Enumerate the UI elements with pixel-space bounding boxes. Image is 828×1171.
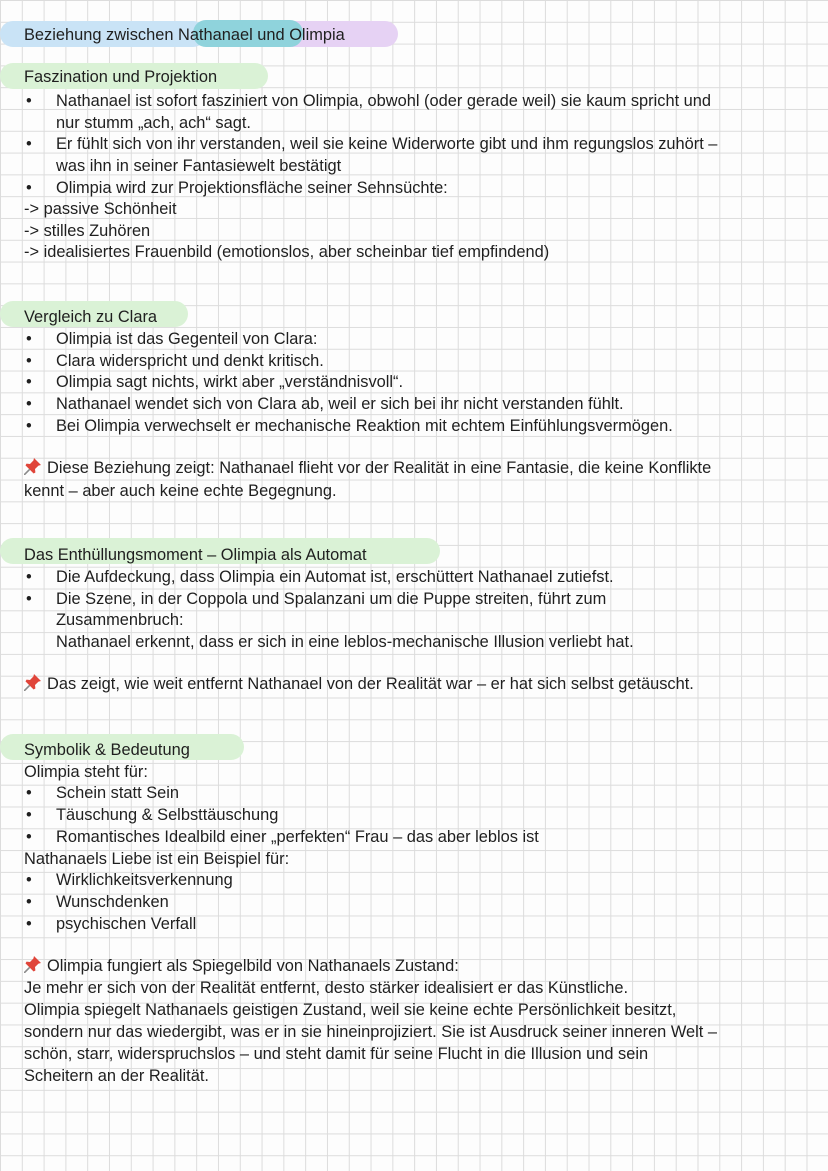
list-item: Täuschung & Selbsttäuschung: [56, 806, 279, 824]
section2-heading: Vergleich zu Clara: [24, 308, 158, 326]
note-line-continued: kennt – aber auch keine echte Begegnung.: [24, 482, 337, 500]
bullet-marker: •: [26, 373, 32, 391]
list-item-continued: Nathanael erkennt, dass er sich in eine leblos-mechanische Illusion verliebt hat.: [56, 633, 634, 651]
note-line: [24, 673, 694, 695]
note-text: Diese Beziehung zeigt: Nathanael flieht vor der Realität in eine Fantasie, die keine Konflikte: [47, 459, 712, 477]
pushpin-icon: [24, 457, 42, 475]
bullet-marker: •: [26, 828, 32, 846]
list-item: Schein statt Sein: [56, 784, 180, 802]
bullet-marker: •: [26, 806, 32, 824]
bullet-marker: •: [26, 92, 32, 110]
bullet-marker: •: [26, 915, 32, 933]
list-item: Wunschdenken: [56, 893, 169, 911]
pushpin-icon: [24, 673, 42, 691]
bullet-marker: •: [26, 395, 32, 413]
list-item: Olimpia ist das Gegenteil von Clara:: [56, 330, 318, 348]
list-item: Nathanael ist sofort fasziniert von Olimpia, obwohl (oder gerade weil) sie kaum spricht und: [56, 92, 712, 110]
paragraph-line: Olimpia spiegelt Nathanaels geistigen Zustand, weil sie keine echte Persönlichkeit besitzt,: [24, 1001, 677, 1019]
list-item: Romantisches Idealbild einer „perfekten“ Frau – das aber leblos ist: [56, 828, 539, 846]
arrow-item: -> stilles Zuhören: [24, 222, 151, 240]
note-text: Das zeigt, wie weit entfernt Nathanael von der Realität war – er hat sich selbst getäuscht.: [47, 675, 694, 693]
pushpin-icon: [24, 955, 42, 973]
list-item: Nathanael wendet sich von Clara ab, weil er sich bei ihr nicht verstanden fühlt.: [56, 395, 624, 413]
paragraph-line: sondern nur das wiedergibt, was er in sie hineinprojiziert. Sie ist Ausdruck seiner inneren Welt –: [24, 1023, 718, 1041]
list-item: Clara widerspricht und denkt kritisch.: [56, 352, 324, 370]
arrow-item: -> idealisiertes Frauenbild (emotionslos, aber scheinbar tief empfindend): [24, 243, 550, 261]
list-item: Olimpia sagt nichts, wirkt aber „verständnisvoll“.: [56, 373, 404, 391]
title-prefix: Beziehung zwischen: [24, 26, 178, 44]
page-title: [24, 24, 345, 46]
list-item-continued: nur stumm „ach, ach“ sagt.: [56, 114, 251, 132]
bullet-marker: •: [26, 871, 32, 889]
bullet-marker: •: [26, 330, 32, 348]
paragraph-line: Je mehr er sich von der Realität entfernt, desto stärker idealisiert er das Künstliche.: [24, 979, 629, 997]
section4-intro: Nathanaels Liebe ist ein Beispiel für:: [24, 850, 290, 868]
section1-heading: Faszination und Projektion: [24, 68, 218, 86]
list-item: Wirklichkeitsverkennung: [56, 871, 233, 889]
bullet-marker: •: [26, 179, 32, 197]
title-name-olimpia: Olimpia: [289, 26, 345, 44]
arrow-item: -> passive Schönheit: [24, 200, 177, 218]
list-item-continued: was ihn in seiner Fantasiewelt bestätigt: [56, 157, 342, 175]
list-item: Die Aufdeckung, dass Olimpia ein Automat ist, erschüttert Nathanael zutiefst.: [56, 568, 614, 586]
note-heading: Olimpia fungiert als Spiegelbild von Nathanaels Zustand:: [47, 957, 459, 975]
list-item: psychischen Verfall: [56, 915, 197, 933]
bullet-marker: •: [26, 135, 32, 153]
bullet-marker: •: [26, 784, 32, 802]
section4-intro: Olimpia steht für:: [24, 763, 148, 781]
list-item: Er fühlt sich von ihr verstanden, weil sie keine Widerworte gibt und ihm regungslos zuhört –: [56, 135, 718, 153]
note-line: [24, 955, 459, 977]
bullet-marker: •: [26, 352, 32, 370]
title-name-nathanael: Nathanael: [177, 26, 253, 44]
list-item: Bei Olimpia verwechselt er mechanische Reaktion mit echtem Einfühlungsvermögen.: [56, 417, 673, 435]
bullet-marker: •: [26, 568, 32, 586]
title-connector: und: [252, 26, 290, 44]
bullet-marker: •: [26, 590, 32, 608]
list-item: Olimpia wird zur Projektionsfläche seiner Sehnsüchte:: [56, 179, 448, 197]
note-line: [24, 457, 711, 479]
section3-heading: Das Enthüllungsmoment – Olimpia als Automat: [24, 546, 367, 564]
bullet-marker: •: [26, 417, 32, 435]
list-item-continued: Zusammenbruch:: [56, 611, 184, 629]
paragraph-line: Scheitern an der Realität.: [24, 1067, 209, 1085]
section4-heading: Symbolik & Bedeutung: [24, 741, 190, 759]
list-item: Die Szene, in der Coppola und Spalanzani um die Puppe streiten, führt zum: [56, 590, 607, 608]
bullet-marker: •: [26, 893, 32, 911]
paragraph-line: schön, starr, widerspruchslos – und steht damit für seine Flucht in die Illusion und sein: [24, 1045, 649, 1063]
